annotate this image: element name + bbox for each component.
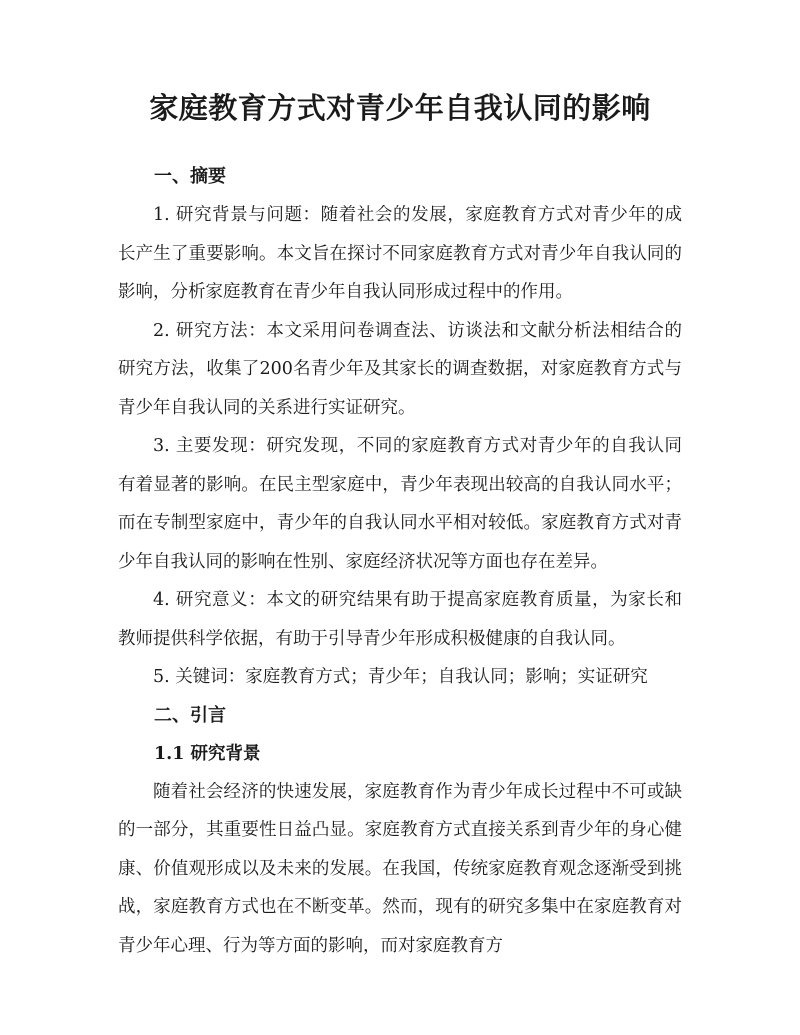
section-heading-introduction: 二、引言 <box>154 704 226 726</box>
document-title: 家庭教育方式对青少年自我认同的影响 <box>149 91 651 125</box>
introduction-paragraph: 随着社会经济的快速发展，家庭教育作为青少年成长过程中不可或缺的一部分，其重要性日益凸显。家庭教育方式直接关系到青少年的身心健康、价值观形成以及未来的发展。在我国，传统家庭教育观念逐渐受到挑战，家庭教育方式也在不断变革。然而，现有的研究多集中在家庭教育对青少年心理、行为等方面的影响，而对家庭教育方 <box>118 781 682 956</box>
abstract-paragraph-significance: 4. 研究意义：本文的研究结果有助于提高家庭教育质量，为家长和教师提供科学依据，有助于引导青少年形成积极健康的自我认同。 <box>118 590 682 649</box>
section-introduction <box>118 697 682 966</box>
abstract-paragraph-background: 1. 研究背景与问题：随着社会的发展，家庭教育方式对青少年的成长产生了重要影响。本文旨在探讨不同家庭教育方式对青少年自我认同的影响，分析家庭教育在青少年自我认同形成过程中的作用。 <box>118 205 682 302</box>
section-heading-abstract: 一、摘要 <box>154 166 226 187</box>
section-abstract <box>118 158 682 697</box>
abstract-paragraph-findings: 3. 主要发现：研究发现，不同的家庭教育方式对青少年的自我认同有着显著的影响。在民主型家庭中，青少年表现出较高的自我认同水平；而在专制型家庭中，青少年的自我认同水平相对较低。家庭教育方式对青少年自我认同的影响在性别、家庭经济状况等方面也存在差异。 <box>118 436 682 572</box>
subsection-heading-background: 1.1 研究背景 <box>154 743 261 764</box>
abstract-paragraph-method: 2. 研究方法：本文采用问卷调查法、访谈法和文献分析法相结合的研究方法，收集了200名青少年及其家长的调查数据，对家庭教育方式与青少年自我认同的关系进行实证研究。 <box>118 320 682 418</box>
abstract-paragraph-keywords: 5. 关键词：家庭教育方式；青少年；自我认同；影响；实证研究 <box>153 667 648 687</box>
